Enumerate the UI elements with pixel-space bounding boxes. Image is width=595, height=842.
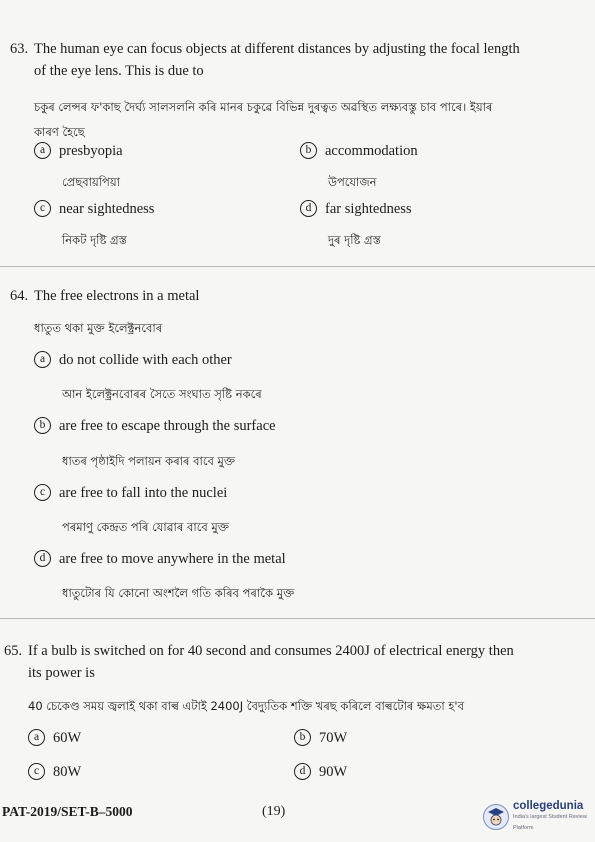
- brand-watermark[interactable]: [483, 801, 593, 833]
- question-63-bengali-line2: কাৰণ হৈছে: [34, 125, 85, 139]
- option-d-marker: d: [294, 763, 311, 780]
- q63-option-d-bengali: দুৰ দৃষ্টি গ্ৰস্ত: [328, 233, 381, 247]
- divider: [0, 266, 595, 267]
- q63-option-b[interactable]: [300, 143, 418, 160]
- q65-option-a[interactable]: [28, 730, 81, 747]
- q64-option-a-bengali: আন ইলেক্ট্ৰনবোৰৰ সৈতে সংঘাত সৃষ্টি নকৰে: [62, 387, 262, 401]
- question-64-number: 64.: [10, 288, 29, 304]
- option-d-marker: d: [300, 200, 317, 217]
- question-65-text-line2: its power is: [28, 665, 95, 681]
- question-63-text-line2: of the eye lens. This is due to: [34, 63, 204, 79]
- q64-option-c-text: are free to fall into the nuclei: [59, 485, 228, 501]
- q64-option-a-text: do not collide with each other: [59, 352, 232, 368]
- q65-option-b[interactable]: [294, 730, 347, 747]
- q65-option-c-text: 80W: [53, 764, 82, 780]
- q65-option-d-text: 90W: [319, 764, 348, 780]
- brand-logo-icon: [483, 804, 509, 830]
- q63-option-a-bengali: প্ৰেছবায়পিয়া: [62, 175, 120, 189]
- q65-option-c[interactable]: [28, 764, 81, 781]
- question-65-bengali-line1: 40 চেকেণ্ড সময় জ্বলাই থকা বাল্ব এটাই 2400J বৈদ্যুতিক শক্তি খৰছ কৰিলে বাল্বটোৰ ক্ষমতা হ'ব: [28, 699, 464, 713]
- brand-tagline: India's largest Student Review Platform: [513, 813, 587, 831]
- question-63-text-line1: The human eye can focus objects at different distances by adjusting the focal length: [34, 41, 520, 57]
- footer-paper-code: PAT-2019/SET-B–5000: [2, 804, 133, 819]
- option-c-marker: c: [34, 200, 51, 217]
- q64-option-a[interactable]: [34, 352, 232, 369]
- question-63-bengali-line1: চকুৰ লেন্সৰ ফ'কাছ দৈৰ্ঘ্য সালসলনি কৰি মানৰ চকুৱে বিভিন্ন দুৰত্বত অৱস্থিত লক্ষ্যবস্তু চাব পাৰে। ইয়াৰ: [34, 100, 493, 114]
- q64-option-b[interactable]: [34, 418, 276, 435]
- q64-option-b-bengali: ধাতৰ পৃষ্ঠাইদি পলায়ন কৰাৰ বাবে মুক্ত: [62, 454, 236, 468]
- option-c-marker: c: [34, 484, 51, 501]
- question-65-number: 65.: [4, 643, 23, 659]
- option-a-marker: a: [28, 729, 45, 746]
- option-c-marker: c: [28, 763, 45, 780]
- q65-option-d[interactable]: [294, 764, 347, 781]
- brand-name: collegedunia: [513, 799, 584, 812]
- q63-option-d-text: far sightedness: [325, 201, 412, 217]
- q65-option-b-text: 70W: [319, 730, 348, 746]
- question-64-text-line1: The free electrons in a metal: [34, 288, 200, 304]
- q64-option-b-text: are free to escape through the surface: [59, 418, 276, 434]
- option-d-marker: d: [34, 550, 51, 567]
- q64-option-c-bengali: পৰমাণু কেন্দ্ৰত পৰি যোৱাৰ বাবে মুক্ত: [62, 520, 229, 534]
- q64-option-c[interactable]: [34, 485, 227, 502]
- q63-option-d[interactable]: [300, 201, 412, 218]
- option-b-marker: b: [300, 142, 317, 159]
- q64-option-d[interactable]: [34, 551, 286, 568]
- q64-option-d-bengali: ধাতুটোৰ যি কোনো অংশলৈ গতি কৰিব পৰাকৈ মুক্ত: [62, 586, 295, 600]
- q63-option-c-text: near sightedness: [59, 201, 155, 217]
- q63-option-a-text: presbyopia: [59, 143, 123, 159]
- q63-option-b-text: accommodation: [325, 143, 418, 159]
- q65-option-a-text: 60W: [53, 730, 82, 746]
- q63-option-c[interactable]: [34, 201, 154, 218]
- option-b-marker: b: [34, 417, 51, 434]
- question-64-bengali-line1: ধাতুত থকা মুক্ত ইলেক্ট্ৰনবোৰ: [34, 321, 163, 335]
- q63-option-c-bengali: নিকট দৃষ্টি গ্ৰস্ত: [62, 233, 127, 247]
- q63-option-a[interactable]: [34, 143, 123, 160]
- option-b-marker: b: [294, 729, 311, 746]
- divider: [0, 618, 595, 619]
- graduate-face-icon: [484, 805, 508, 829]
- option-a-marker: a: [34, 142, 51, 159]
- footer-page-number: (19): [262, 804, 286, 819]
- q64-option-d-text: are free to move anywhere in the metal: [59, 551, 286, 567]
- question-65-text-line1: If a bulb is switched on for 40 second and consumes 2400J of electrical energy then: [28, 643, 514, 659]
- q63-option-b-bengali: উপযোজন: [328, 175, 377, 189]
- question-63-number: 63.: [10, 41, 29, 57]
- option-a-marker: a: [34, 351, 51, 368]
